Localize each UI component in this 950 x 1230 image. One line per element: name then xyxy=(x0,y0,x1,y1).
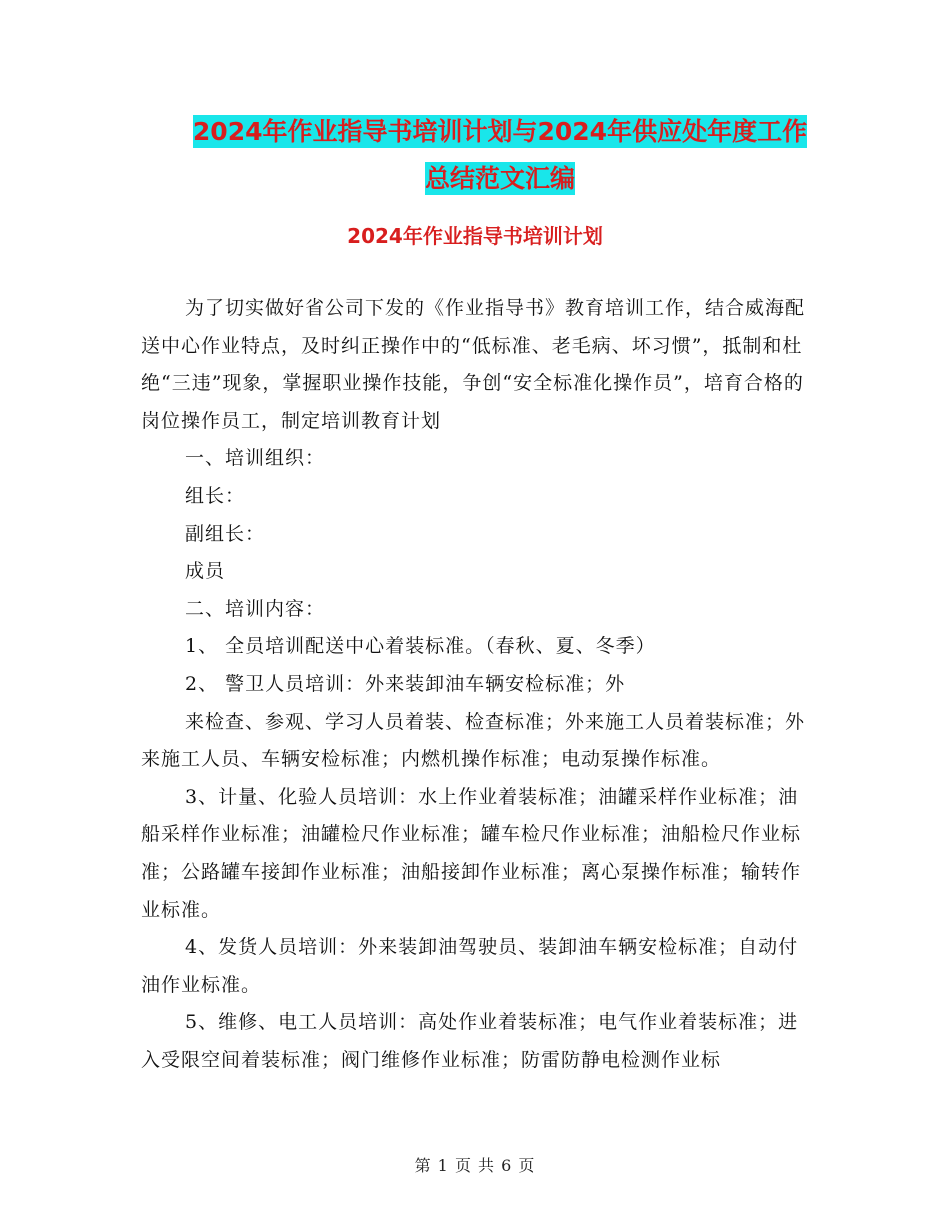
list-item-5: 5、维修、电工人员培训：高处作业着装标准；电气作业着装标准；进入受限空间着装标准；阀门维修作业标准；防雷防静电检测作业标 xyxy=(141,1011,799,1071)
document-title-line-1: 2024年作业指导书培训计划与2024年供应处年度工作 xyxy=(192,117,808,146)
intro-paragraph: 为了切实做好省公司下发的《作业指导书》教育培训工作，结合威海配送中心作业特点，及时纠正操作中的“低标准、老毛病、坏习惯”，抵制和杜绝“三违”现象，掌握职业操作技能，争创“安全标准化操作员”，培育合格的岗位操作员工，制定培训教育计划 xyxy=(141,297,806,432)
document-title xyxy=(140,108,860,202)
list-item-2: 2、 警卫人员培训：外来装卸油车辆安检标准；外 xyxy=(185,672,626,695)
list-item-4: 4、发货人员培训：外来装卸油驾驶员、装卸油车辆安检标准；自动付油作业标准。 xyxy=(141,936,799,996)
list-item-1: 1、 全员培训配送中心着装标准。（春秋、夏、冬季） xyxy=(185,635,656,658)
document-body xyxy=(141,290,811,1079)
heading-training-organization: 一、培训组织： xyxy=(185,447,326,470)
list-item-2-continued: 来检查、参观、学习人员着装、检查标准；外来施工人员着装标准；外来施工人员、车辆安检标准；内燃机操作标准；电动泵操作标准。 xyxy=(141,710,806,771)
team-leader-line: 组长： xyxy=(185,484,246,507)
list-item-3: 3、计量、化验人员培训：水上作业着装标准；油罐采样作业标准；油船采样作业标准；油罐检尺作业标准；罐车检尺作业标准；油船检尺作业标准；公路罐车接卸作业标准；油船接卸作业标准；离心泵操作标准；输转作业标准。 xyxy=(141,785,802,921)
page-number-footer: 第 1 页 共 6 页 xyxy=(414,1156,536,1175)
document-title-line-2: 总结范文汇编 xyxy=(424,164,575,193)
deputy-leader-line: 副组长： xyxy=(185,522,266,545)
members-line: 成员 xyxy=(185,560,226,583)
heading-training-content: 二、培训内容： xyxy=(185,597,326,620)
section-title: 2024年作业指导书培训计划 xyxy=(347,224,603,248)
